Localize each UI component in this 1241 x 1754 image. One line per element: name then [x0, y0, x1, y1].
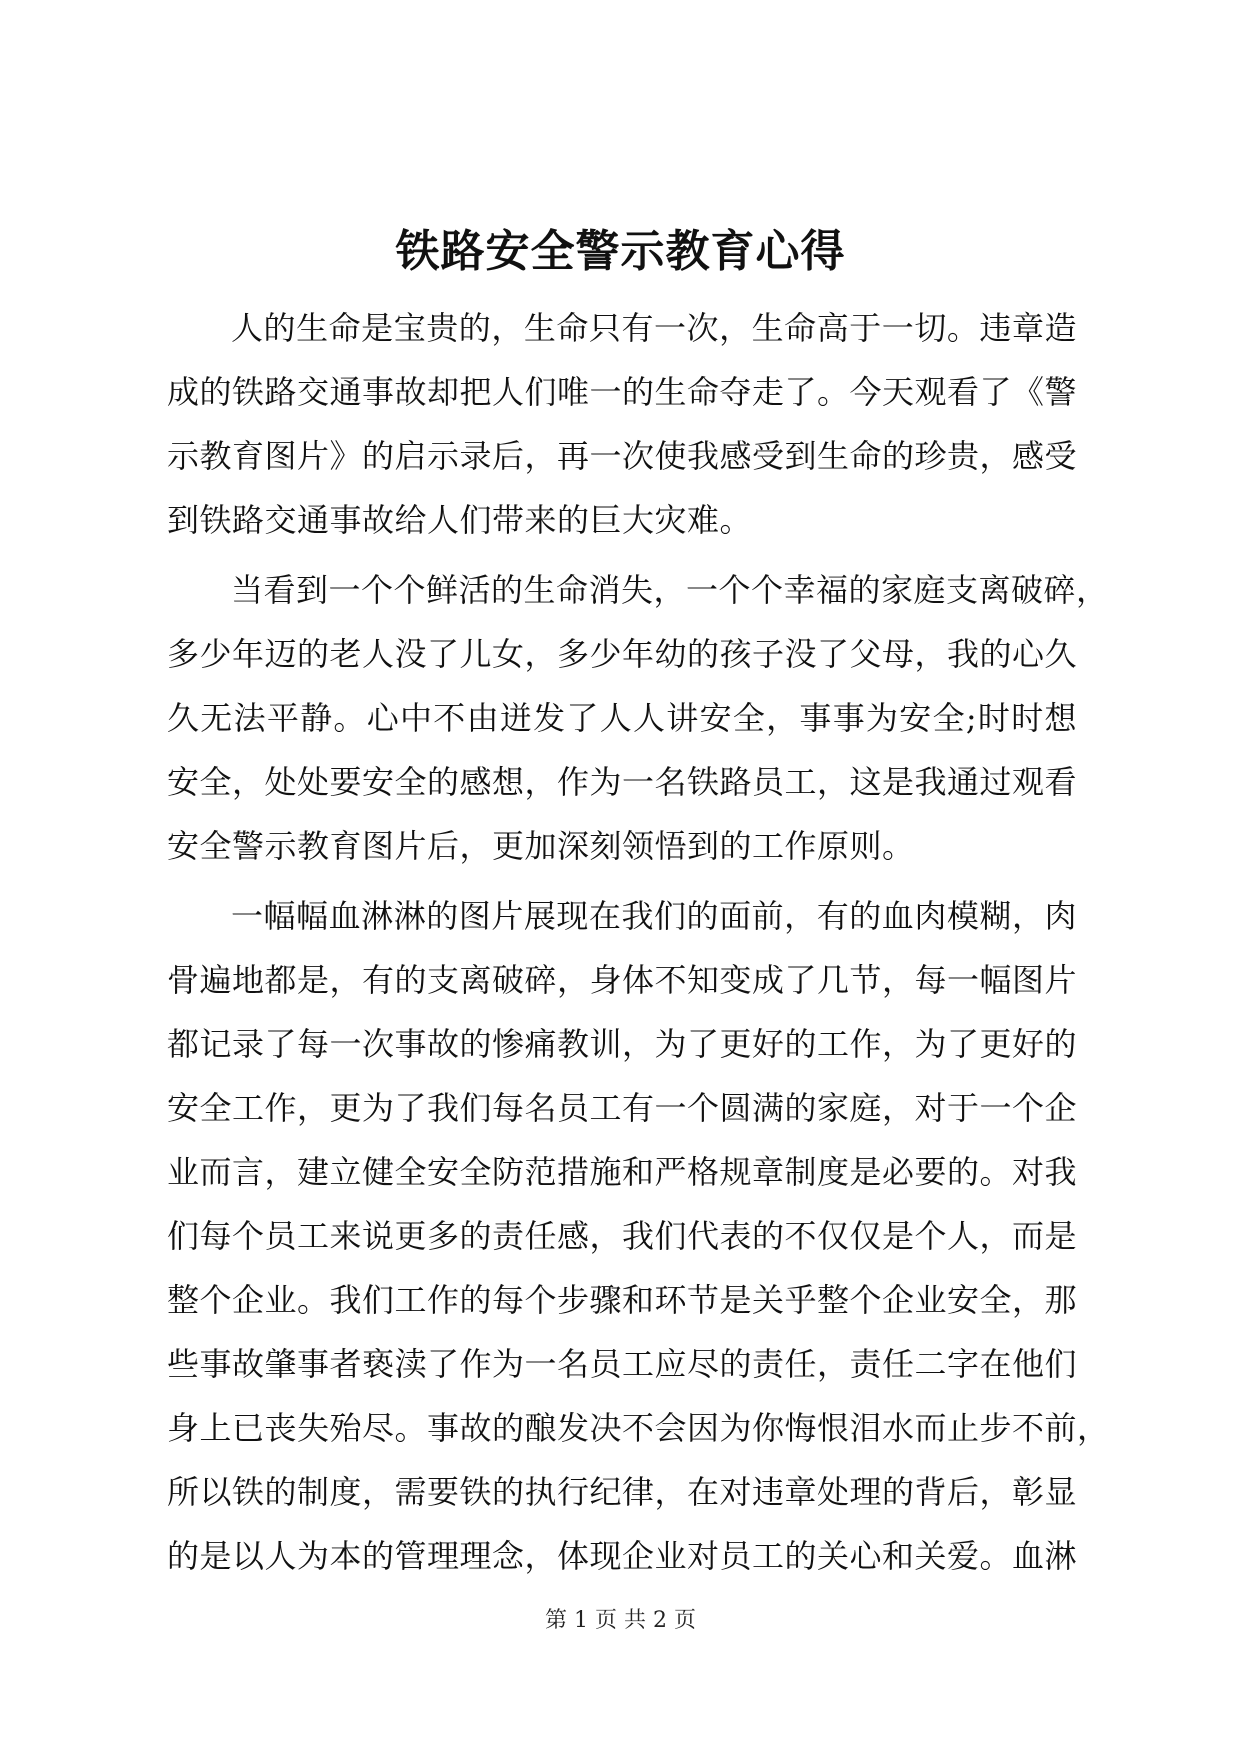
document-body [167, 296, 1110, 1588]
paragraph-2 [167, 558, 1109, 878]
text-line: 安全警示教育图片后，更加深刻领悟到的工作原则。 [167, 827, 915, 865]
text-line: 久无法平静。心中不由迸发了人人讲安全，事事为安全;时时想 [167, 699, 1077, 737]
document-title: 铁路安全警示教育心得 [395, 226, 846, 277]
text-line: 一幅幅血淋淋的图片展现在我们的面前，有的血肉模糊，肉 [231, 897, 1077, 935]
text-line: 当看到一个个鲜活的生命消失，一个个幸福的家庭支离破碎， [231, 571, 1109, 609]
text-line: 所以铁的制度，需要铁的执行纪律，在对违章处理的背后，彰显 [167, 1473, 1078, 1511]
text-line: 成的铁路交通事故却把人们唯一的生命夺走了。今天观看了《警 [167, 373, 1078, 411]
text-line: 示教育图片》的启示录后，再一次使我感受到生命的珍贵，感受 [167, 437, 1078, 475]
text-line: 到铁路交通事故给人们带来的巨大灾难。 [167, 501, 753, 539]
paragraph-1 [167, 296, 1077, 552]
text-line: 身上已丧失殆尽。事故的酿发决不会因为你悔恨泪水而止步不前， [167, 1409, 1110, 1447]
text-line: 的是以人为本的管理理念，体现企业对员工的关心和关爱。血淋 [167, 1537, 1078, 1575]
page-footer: 第 1 页 共 2 页 [545, 1608, 696, 1633]
text-line: 都记录了每一次事故的惨痛教训，为了更好的工作，为了更好的 [167, 1025, 1078, 1063]
text-line: 整个企业。我们工作的每个步骤和环节是关乎整个企业安全，那 [167, 1281, 1078, 1319]
text-line: 骨遍地都是，有的支离破碎，身体不知变成了几节，每一幅图片 [167, 961, 1078, 999]
text-line: 些事故肇事者亵渎了作为一名员工应尽的责任，责任二字在他们 [167, 1345, 1078, 1383]
text-line: 安全工作，更为了我们每名员工有一个圆满的家庭，对于一个企 [167, 1089, 1078, 1127]
text-line: 们每个员工来说更多的责任感，我们代表的不仅仅是个人，而是 [167, 1217, 1078, 1255]
text-line: 多少年迈的老人没了儿女，多少年幼的孩子没了父母，我的心久 [167, 635, 1078, 673]
text-line: 业而言，建立健全安全防范措施和严格规章制度是必要的。对我 [167, 1153, 1078, 1191]
text-line: 人的生命是宝贵的，生命只有一次，生命高于一切。违章造 [231, 309, 1077, 347]
paragraph-3 [167, 884, 1110, 1588]
text-line: 安全，处处要安全的感想，作为一名铁路员工，这是我通过观看 [167, 763, 1078, 801]
